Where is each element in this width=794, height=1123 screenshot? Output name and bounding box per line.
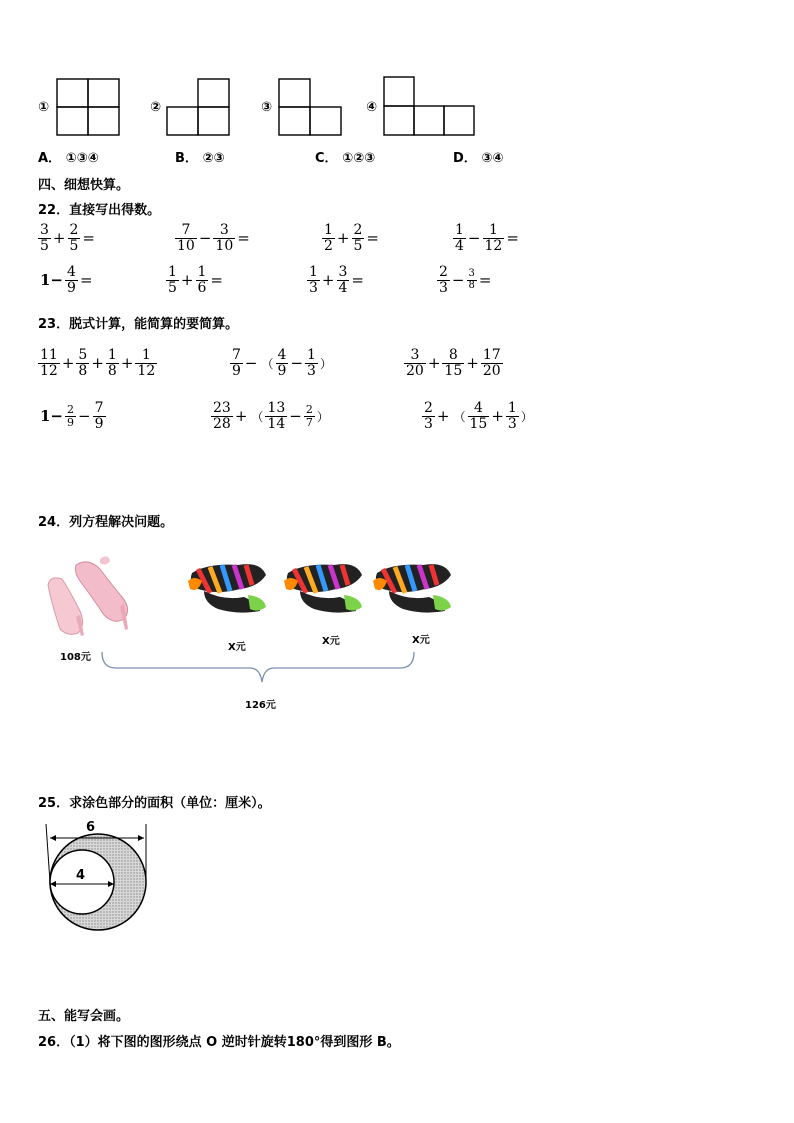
shape-1-figure	[56, 78, 122, 138]
sock-price-2: X元	[322, 636, 340, 647]
q23-expr-5: $\frac{23}{28}$ + （ $\frac{13}{14}$ − $\frac{2}{7}$ ）	[213, 400, 329, 432]
shape-3-figure	[278, 78, 344, 138]
q22-expr-3: $\frac{1}{2}$ + $\frac{2}{5}$ =	[324, 222, 379, 254]
sock-price-3: X元	[412, 635, 430, 646]
ring-figure	[40, 818, 168, 938]
q22-expr-5: 1− $\frac{4}{9}$ =	[40, 264, 93, 296]
section-5-title: 五、能写会画。	[38, 1009, 130, 1024]
option-b[interactable]: B． ②③	[175, 151, 225, 166]
sock-image-3	[373, 553, 455, 615]
total-price: 126元	[245, 700, 276, 711]
q23-expr-3: $\frac{3}{20}$ + $\frac{8}{15}$ + $\frac{17}{20}$	[406, 347, 501, 379]
shape-4-figure	[383, 76, 477, 138]
q25-title: 25．求涂色部分的面积（单位：厘米）。	[38, 796, 271, 811]
option-c[interactable]: C． ①②③	[315, 151, 376, 166]
sock-image-2	[284, 553, 366, 615]
q22-expr-7: $\frac{1}{3}$ + $\frac{3}{4}$ =	[309, 264, 364, 296]
q23-expr-6: $\frac{2}{3}$ + （ $\frac{4}{15}$ + $\frac{1}{3}$ ）	[424, 400, 533, 432]
q26-title: 26．（1）将下图的图形绕点 O 逆时针旋转180°得到图形 B。	[38, 1035, 400, 1050]
q22-title: 22．直接写出得数。	[38, 203, 161, 218]
total-brace	[100, 650, 420, 690]
q24-title: 24．列方程解决问题。	[38, 515, 174, 530]
sock-image-1	[188, 553, 270, 615]
outer-diameter-label: 6	[86, 820, 96, 835]
q22-expr-4: $\frac{1}{4}$ − $\frac{1}{12}$ =	[455, 222, 519, 254]
shape-2-number: ②	[150, 100, 162, 115]
q22-expr-6: $\frac{1}{5}$ + $\frac{1}{6}$ =	[168, 264, 223, 296]
q23-title: 23．脱式计算，能简算的要简算。	[38, 317, 239, 332]
shape-3-number: ③	[261, 100, 273, 115]
inner-diameter-label: 4	[76, 868, 86, 883]
option-d[interactable]: D． ③④	[453, 151, 504, 166]
q23-expr-1: $\frac{11}{12}$ + $\frac{5}{8}$ + $\frac{1}{8}$ + $\frac{1}{12}$	[40, 347, 156, 379]
shoe-price: 108元	[60, 652, 91, 663]
shape-4-number: ④	[366, 100, 378, 115]
section-4-title: 四、细想快算。	[38, 178, 130, 193]
shoes-image	[40, 545, 135, 640]
q22-expr-1: $\frac{3}{5}$ + $\frac{2}{5}$ =	[40, 222, 95, 254]
option-a[interactable]: A． ①③④	[38, 151, 99, 166]
q23-expr-4: 1− $\frac{2}{9}$ − $\frac{7}{9}$	[40, 400, 104, 432]
q22-expr-8: $\frac{2}{3}$ − $\frac{3}{8}$ =	[439, 264, 492, 296]
sock-price-1: X元	[228, 642, 246, 653]
q22-expr-2: $\frac{7}{10}$ − $\frac{3}{10}$ =	[177, 222, 250, 254]
shape-1-number: ①	[38, 100, 50, 115]
q23-expr-2: $\frac{7}{9}$ − （ $\frac{4}{9}$ − $\frac{1}{3}$ ）	[232, 347, 332, 379]
shape-2-figure	[166, 78, 232, 138]
q21-shapes	[0, 0, 794, 170]
